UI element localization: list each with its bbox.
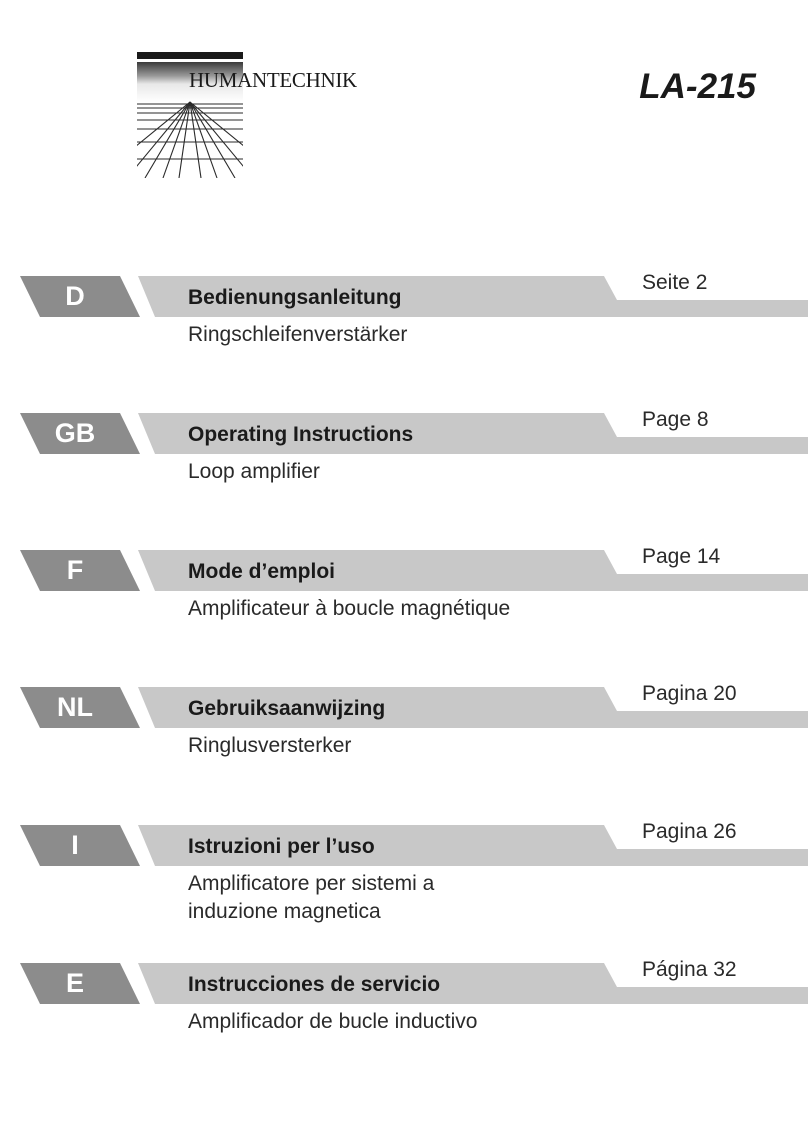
page-reference: Page 14 [642,545,721,568]
language-code: GB [54,418,96,448]
language-code: F [66,555,84,585]
language-section-f [0,545,808,660]
section-title: Operating Instructions [188,423,414,446]
section-subtitle: Loop amplifier [188,460,320,483]
section-subtitle: Amplificatore per sistemi a induzione magnetica [188,872,435,923]
section-subtitle: Amplificador de bucle inductivo [188,1010,478,1033]
brand-name: HUMANTECHNIK [189,68,357,92]
language-code: D [65,281,85,311]
model-number: LA-215 [639,67,756,106]
section-title: Mode d’emploi [188,560,335,583]
language-section-e [0,958,808,1073]
page-reference: Pagina 26 [642,820,737,843]
section-title: Istruzioni per l’uso [188,835,375,858]
section-title: Bedienungsanleitung [188,286,402,309]
language-code: I [71,830,79,860]
page-reference: Seite 2 [642,271,708,294]
section-title: Instrucciones de servicio [188,973,441,996]
page-reference: Pagina 20 [642,682,737,705]
page-reference: Página 32 [642,958,737,981]
section-subtitle: Ringlusversterker [188,734,352,757]
section-subtitle: Amplificateur à boucle magnétique [188,597,511,620]
language-section-d [0,271,808,386]
page-reference: Page 8 [642,408,709,431]
section-title: Gebruiksaanwijzing [188,697,386,720]
language-section-gb [0,408,808,523]
language-code: NL [57,692,93,722]
language-section-i [0,820,808,935]
section-subtitle: Ringschleifenverstärker [188,323,408,346]
language-code: E [65,968,84,998]
language-section-nl [0,682,808,797]
